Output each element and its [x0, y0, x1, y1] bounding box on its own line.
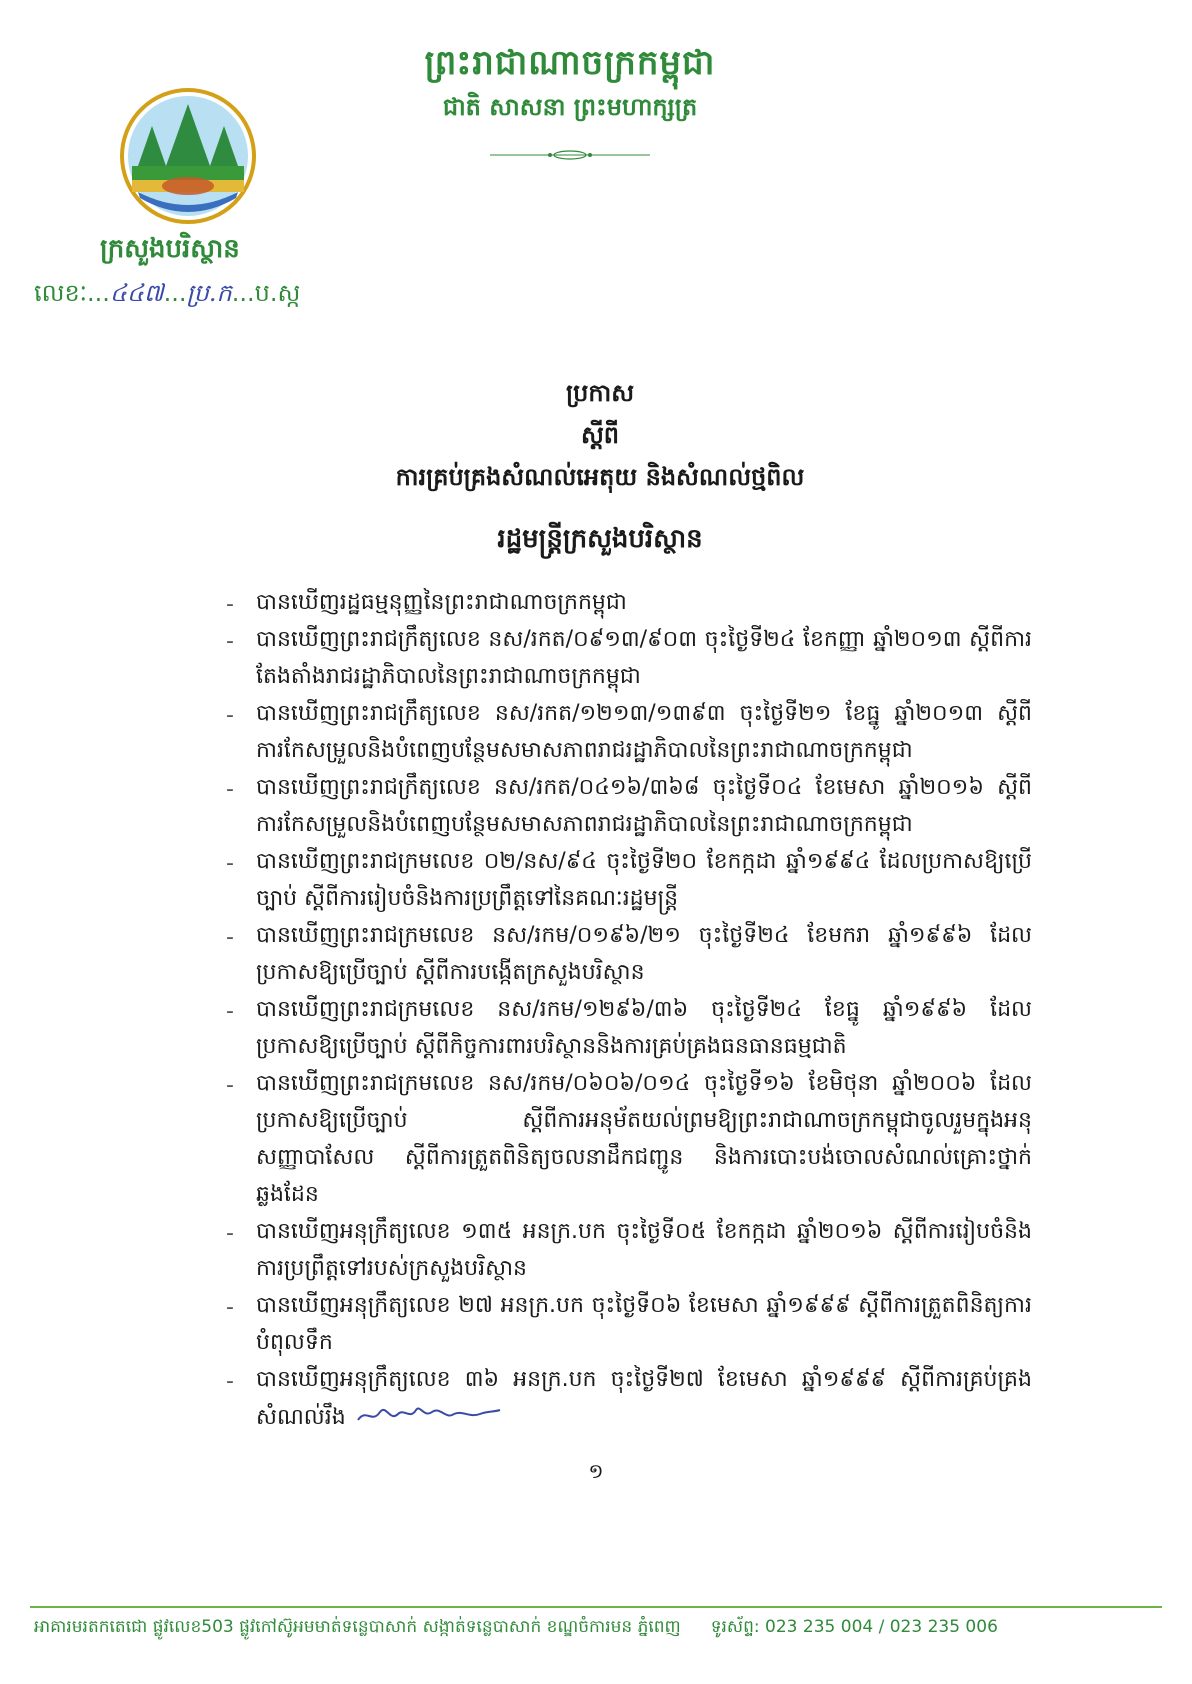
- clause-item: - បានឃើញព្រះរាជក្រមលេខ នស/រកម/១២៩៦/៣៦ ចុះថ្ងៃទី២៤ ខែធ្នូ ឆ្នាំ១៩៩៦ ដែលប្រកាសឱ្យប្រើច្បាប់ ស្តីពីកិច្ចការពារបរិស្ថាននិងការគ្រប់គ្រងធនធានធម្មជាតិ: [226, 991, 1032, 1065]
- reference-number: លេខៈ...៤៤៧...ប្រ.ក...ប.ស្ក: [34, 279, 301, 307]
- ornament-divider: [490, 148, 650, 162]
- ministry-name: ក្រសួងបរិស្ថាន: [100, 234, 240, 264]
- document-type: ប្រកាស: [565, 379, 635, 407]
- reference-tail: ប.ស្ក: [254, 279, 301, 307]
- reference-handwritten-code: ប្រ.ក: [186, 279, 232, 307]
- document-subject: ការគ្រប់គ្រងសំណល់អេតុយ និងសំណល់ថ្មពិល: [395, 463, 805, 491]
- ministry-logo-icon: [118, 86, 258, 226]
- clause-item: - បានឃើញព្រះរាជក្រឹត្យលេខ នស/រកត/០៩១៣/៩០៣ ចុះថ្ងៃទី២៤ ខែកញ្ញា ឆ្នាំ២០១៣ ស្តីពីការតែងតាំងរាជរដ្ឋាភិបាលនៃព្រះរាជាណាចក្រកម្ពុជា: [226, 621, 1032, 695]
- clause-item: - បានឃើញអនុក្រឹត្យលេខ ១៣៥ អនក្រ.បក ចុះថ្ងៃទី០៥ ខែកក្កដា ឆ្នាំ២០១៦ ស្តីពីការរៀបចំនិងការប្រព្រឹត្តទៅរបស់ក្រសួងបរិស្ថាន: [226, 1213, 1032, 1287]
- reference-label: លេខៈ: [34, 279, 88, 307]
- footer: [34, 1616, 1164, 1641]
- footer-phone: ទូរស័ព្ទ: 023 235 004 / 023 235 006: [710, 1617, 998, 1637]
- clause-item: - បានឃើញព្រះរាជក្រមលេខ ០២/នស/៩៤ ចុះថ្ងៃទី២០ ខែកក្កដា ឆ្នាំ១៩៩៤ ដែលប្រកាសឱ្យប្រើច្បាប់ ស្តីពីការរៀបចំនិងការប្រព្រឹត្តទៅនៃគណៈរដ្ឋមន្ត្រី: [226, 843, 1032, 917]
- clause-item-last: [226, 1361, 1032, 1436]
- national-motto: ជាតិ សាសនា ព្រះមហាក្សត្រ: [442, 93, 698, 121]
- footer-divider: [30, 1606, 1162, 1608]
- preamble-clauses: [226, 584, 1032, 1436]
- document-about: ស្តីពី: [580, 421, 620, 449]
- letterhead-kingdom: [340, 40, 800, 124]
- issuing-authority: រដ្ឋមន្ត្រីក្រសួងបរិស្ថាន: [497, 524, 703, 554]
- clause-item: - បានឃើញព្រះរាជក្រមលេខ នស/រកម/០១៩៦/២១ ចុះថ្ងៃទី២៤ ខែមករា ឆ្នាំ១៩៩៦ ដែលប្រកាសឱ្យប្រើច្បាប់ ស្តីពីការបង្កើតក្រសួងបរិស្ថាន: [226, 917, 1032, 991]
- clause-text: បានឃើញអនុក្រឹត្យលេខ ៣៦ អនក្រ.បក ចុះថ្ងៃទី២៧ ខែមេសា ឆ្នាំ១៩៩៩ ស្តីពីការគ្រប់គ្រងសំណល់រឹង: [256, 1367, 1032, 1430]
- clause-item: - បានឃើញរដ្ឋធម្មនុញ្ញនៃព្រះរាជាណាចក្រកម្ពុជា: [226, 584, 1032, 621]
- clause-item: - បានឃើញអនុក្រឹត្យលេខ ២៧ អនក្រ.បក ចុះថ្ងៃទី០៦ ខែមេសា ឆ្នាំ១៩៩៩ ស្តីពីការត្រួតពិនិត្យការបំពុលទឹក: [226, 1287, 1032, 1361]
- clause-item: - បានឃើញព្រះរាជក្រមលេខ នស/រកម/០៦០៦/០១៤ ចុះថ្ងៃទី១៦ ខែមិថុនា ឆ្នាំ២០០៦ ដែលប្រកាសឱ្យប្រើច្បាប់ ស្តីពីការអនុម័តយល់ព្រមឱ្យព្រះរាជាណាចក្រកម្ពុជាចូលរួមក្នុងអនុសញ្ញាបាសែល ស្តីពីការត្រួតពិនិត្យចលនាដឹកជញ្ជូន និងការបោះបង់ចោលសំណល់គ្រោះថ្នាក់ឆ្លងដែន: [226, 1065, 1032, 1213]
- kingdom-name: ព្រះរាជាណាចក្រកម្ពុជា: [424, 43, 716, 83]
- footer-address: អាគារមរតកតេជោ ផ្លូវលេខ503 ផ្លូវកៅស៊ូអមមាត់ទន្លេបាសាក់ សង្កាត់ទន្លេបាសាក់ ខណ្ឌចំការមន ភ្នំពេញ: [34, 1617, 681, 1637]
- clause-item: - បានឃើញព្រះរាជក្រឹត្យលេខ នស/រកត/១២១៣/១៣៩៣ ចុះថ្ងៃទី២១ ខែធ្នូ ឆ្នាំ២០១៣ ស្តីពីការកែសម្រួលនិងបំពេញបន្ថែមសមាសភាពរាជរដ្ឋាភិបាលនៃព្រះរាជាណាចក្រកម្ពុជា: [226, 695, 1032, 769]
- initials-signature-icon: [354, 1398, 504, 1428]
- page-number: ១: [588, 1459, 604, 1483]
- clause-item: - បានឃើញព្រះរាជក្រឹត្យលេខ នស/រកត/០៤១៦/៣៦៨ ចុះថ្ងៃទី០៤ ខែមេសា ឆ្នាំ២០១៦ ស្តីពីការកែសម្រួលនិងបំពេញបន្ថែមសមាសភាពរាជរដ្ឋាភិបាលនៃព្រះរាជាណាចក្រកម្ពុជា: [226, 769, 1032, 843]
- reference-handwritten-number: ៤៤៧: [109, 279, 164, 307]
